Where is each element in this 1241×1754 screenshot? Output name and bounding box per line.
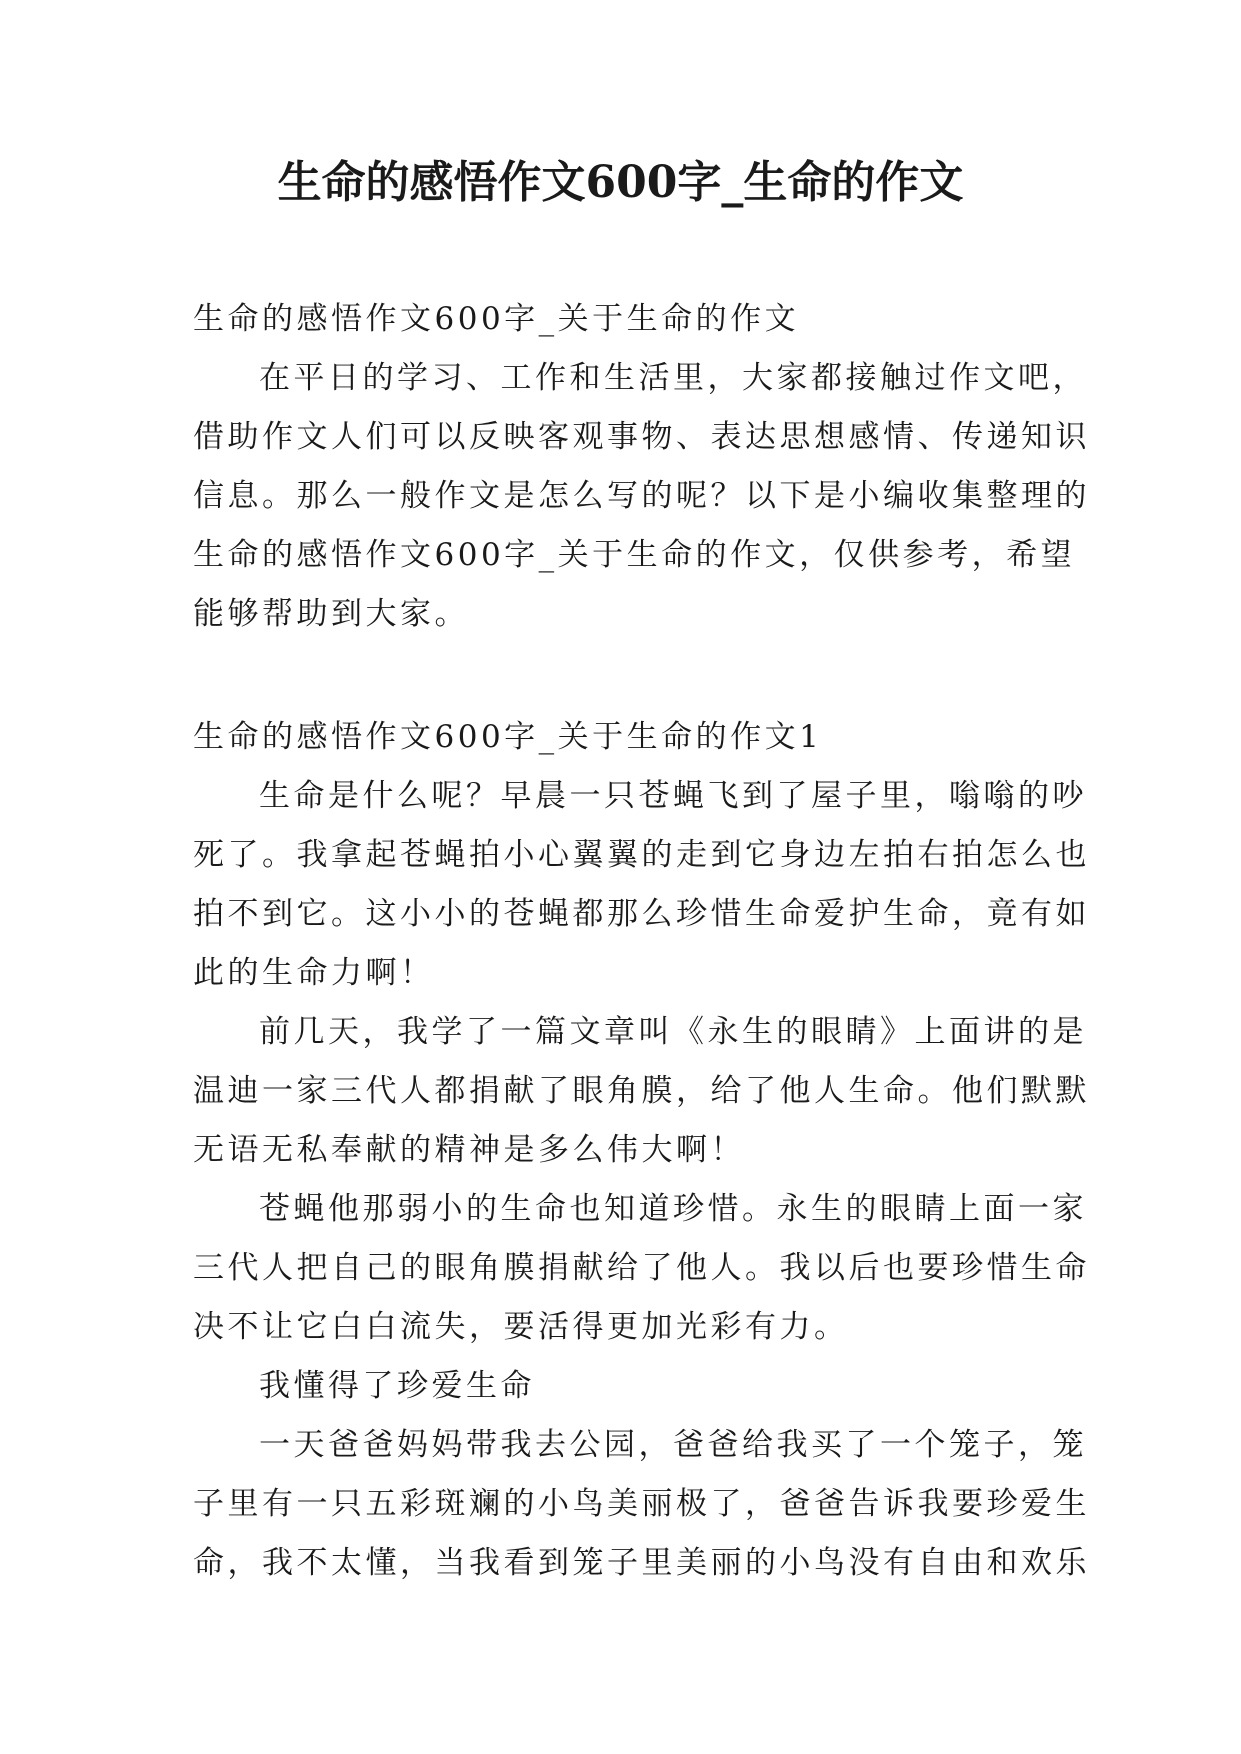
body-paragraph-1 — [193, 767, 1090, 1003]
paragraph-line: 信息。那么一般作文是怎么写的呢？以下是小编收集整理的 — [193, 478, 1090, 514]
spacer — [193, 644, 1073, 708]
paragraph-line: 命，我不太懂，当我看到笼子里美丽的小鸟没有自由和欢乐 — [193, 1545, 1090, 1581]
paragraph-line: 在平日的学习、工作和生活里，大家都接触过作文吧， — [259, 360, 1087, 396]
paragraph-line: 此的生命力啊！ — [193, 955, 435, 991]
paragraph-line: 苍蝇他那弱小的生命也知道珍惜。永生的眼睛上面一家 — [259, 1191, 1087, 1227]
paragraph-line: 能够帮助到大家。 — [193, 596, 469, 632]
paragraph-line: 前几天，我学了一篇文章叫《永生的眼睛》上面讲的是 — [259, 1014, 1087, 1050]
paragraph-line: 死了。我拿起苍蝇拍小心翼翼的走到它身边左拍右拍怎么也 — [193, 837, 1090, 873]
paragraph-line: 温迪一家三代人都捐献了眼角膜，给了他人生命。他们默默 — [193, 1073, 1090, 1109]
paragraph-line: 生命是什么呢？早晨一只苍蝇飞到了屋子里，嗡嗡的吵 — [259, 778, 1087, 814]
paragraph-line: 子里有一只五彩斑斓的小鸟美丽极了，爸爸告诉我要珍爱生 — [193, 1486, 1090, 1522]
paragraph-line: 三代人把自己的眼角膜捐献给了他人。我以后也要珍惜生命 — [193, 1250, 1090, 1286]
paragraph-line: 一天爸爸妈妈带我去公园，爸爸给我买了一个笼子，笼 — [259, 1427, 1087, 1463]
body-paragraph-3 — [193, 1180, 1090, 1357]
body-paragraph-4: 我懂得了珍爱生命 — [259, 1368, 535, 1404]
paragraph-line: 生命的感悟作文600字_关于生命的作文，仅供参考，希望 — [193, 537, 1076, 573]
document-title: 生命的感悟作文600字_生命的作文 — [277, 157, 964, 208]
paragraph-line: 拍不到它。这小小的苍蝇都那么珍惜生命爱护生命，竟有如 — [193, 896, 1090, 932]
paragraph-line: 决不让它白白流失，要活得更加光彩有力。 — [193, 1309, 849, 1345]
document-body — [193, 290, 1090, 1593]
paragraph-line: 无语无私奉献的精神是多么伟大啊！ — [193, 1132, 745, 1168]
intro-paragraph — [193, 349, 1090, 644]
paragraph-line: 借助作文人们可以反映客观事物、表达思想感情、传递知识 — [193, 419, 1090, 455]
section-heading: 生命的感悟作文600字_关于生命的作文1 — [193, 719, 823, 755]
body-paragraph-5 — [193, 1416, 1090, 1593]
section-heading: 生命的感悟作文600字_关于生命的作文 — [193, 301, 800, 337]
body-paragraph-2 — [193, 1003, 1090, 1180]
